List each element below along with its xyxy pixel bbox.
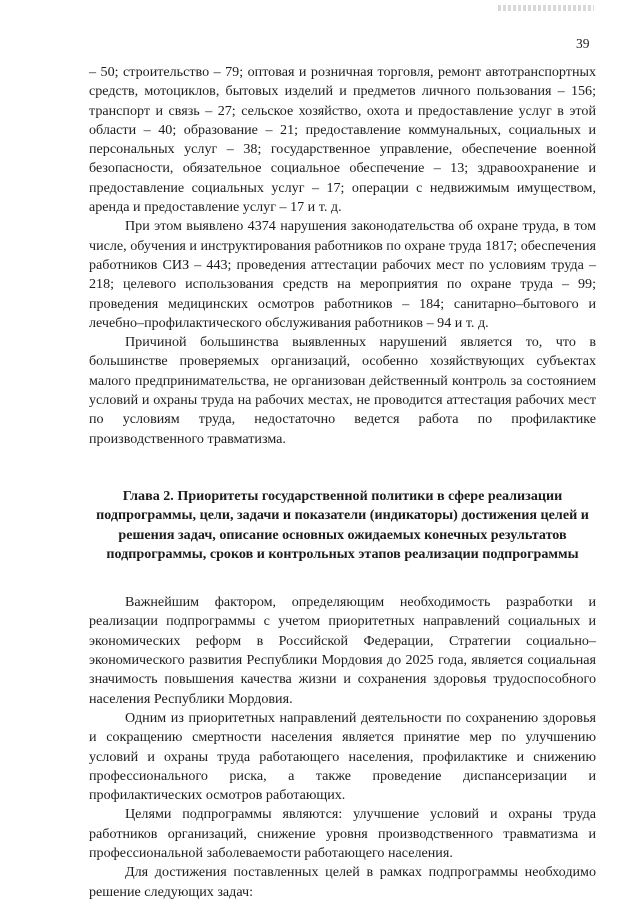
paragraph-tasks: Для достижения поставленных целей в рамках подпрограммы необходимо решение следующих задач: (89, 864, 596, 900)
paragraph-priority: Одним из приоритетных направлений деятельности по сохранению здоровья и сокращению смертности населения является принятие мер по улучшению условий и охраны труда работающего населения, профилактике и снижению профессионального риска, а также проведение диспансеризации и профилактических осмотров работающих. (89, 709, 596, 804)
paragraph-factor: Важнейшим фактором, определяющим необходимость разработки и реализации подпрограммы с учетом приоритетных направлений социальных и экономических реформ в Российской Федерации, Стратегии социально–экономического развития Республики Мордовия до 2025 года, является социальная значимость повышения качества жизни и сохранения здоровья трудоспособного населения Республики Мордовия. (89, 594, 596, 707)
page-number: 39 (576, 36, 590, 51)
chapter-heading: Глава 2. Приоритеты государственной политики в сфере реализации подпрограммы, цели, задачи и показатели (индикаторы) достижения целей и решения задач, описание основных ожидаемых конечных результатов подпрограммы, сроков и контрольных этапов реализации подпрограммы (96, 487, 589, 562)
paragraph-goals: Целями подпрограммы являются: улучшение условий и охраны труда работников организаций, снижение уровня производственного травматизма и профессиональной заболеваемости работающего населения. (89, 806, 596, 861)
paragraph-violations: При этом выявлено 4374 нарушения законодательства об охране труда, в том числе, обучения и инструктирования работников по охране труда 1817; обеспечения работников СИЗ – 443; проведения аттестации рабочих мест по условиям труда – 218; целевого использования средств на мероприятия по охране труда – 99; проведения медицинских осмотров работников – 184; санитарно–бытового и лечебно–профилактического обслуживания работников – 94 и т. д. (89, 218, 596, 331)
paragraph-causes: Причиной большинства выявленных нарушений является то, что в большинстве проверяемых организаций, особенно хозяйствующих субъектах малого предпринимательства, не организован действенный контроль за состоянием условий и охраны труда на рабочих местах, не проводится аттестация рабочих мест по условиям труда, недостаточно ведется работа по профилактике производственного травматизма. (89, 334, 596, 447)
paragraph-continuation: – 50; строительство – 79; оптовая и розничная торговля, ремонт автотранспортных средств, мотоциклов, бытовых изделий и предметов личного пользования – 156; транспорт и связь – 27; сельское хозяйство, охота и предоставление услуг в этой области – 40; образование – 21; предоставление коммунальных, социальных и персональных услуг – 38; государственное управление, обеспечение военной безопасности, обязательное социальное обеспечение – 13; здравоохранение и предоставление социальных услуг – 17; операции с недвижимым имуществом, аренда и предоставление услуг – 17 и т. д. (89, 64, 596, 216)
scan-artifact (498, 5, 594, 11)
document-body (89, 63, 596, 902)
